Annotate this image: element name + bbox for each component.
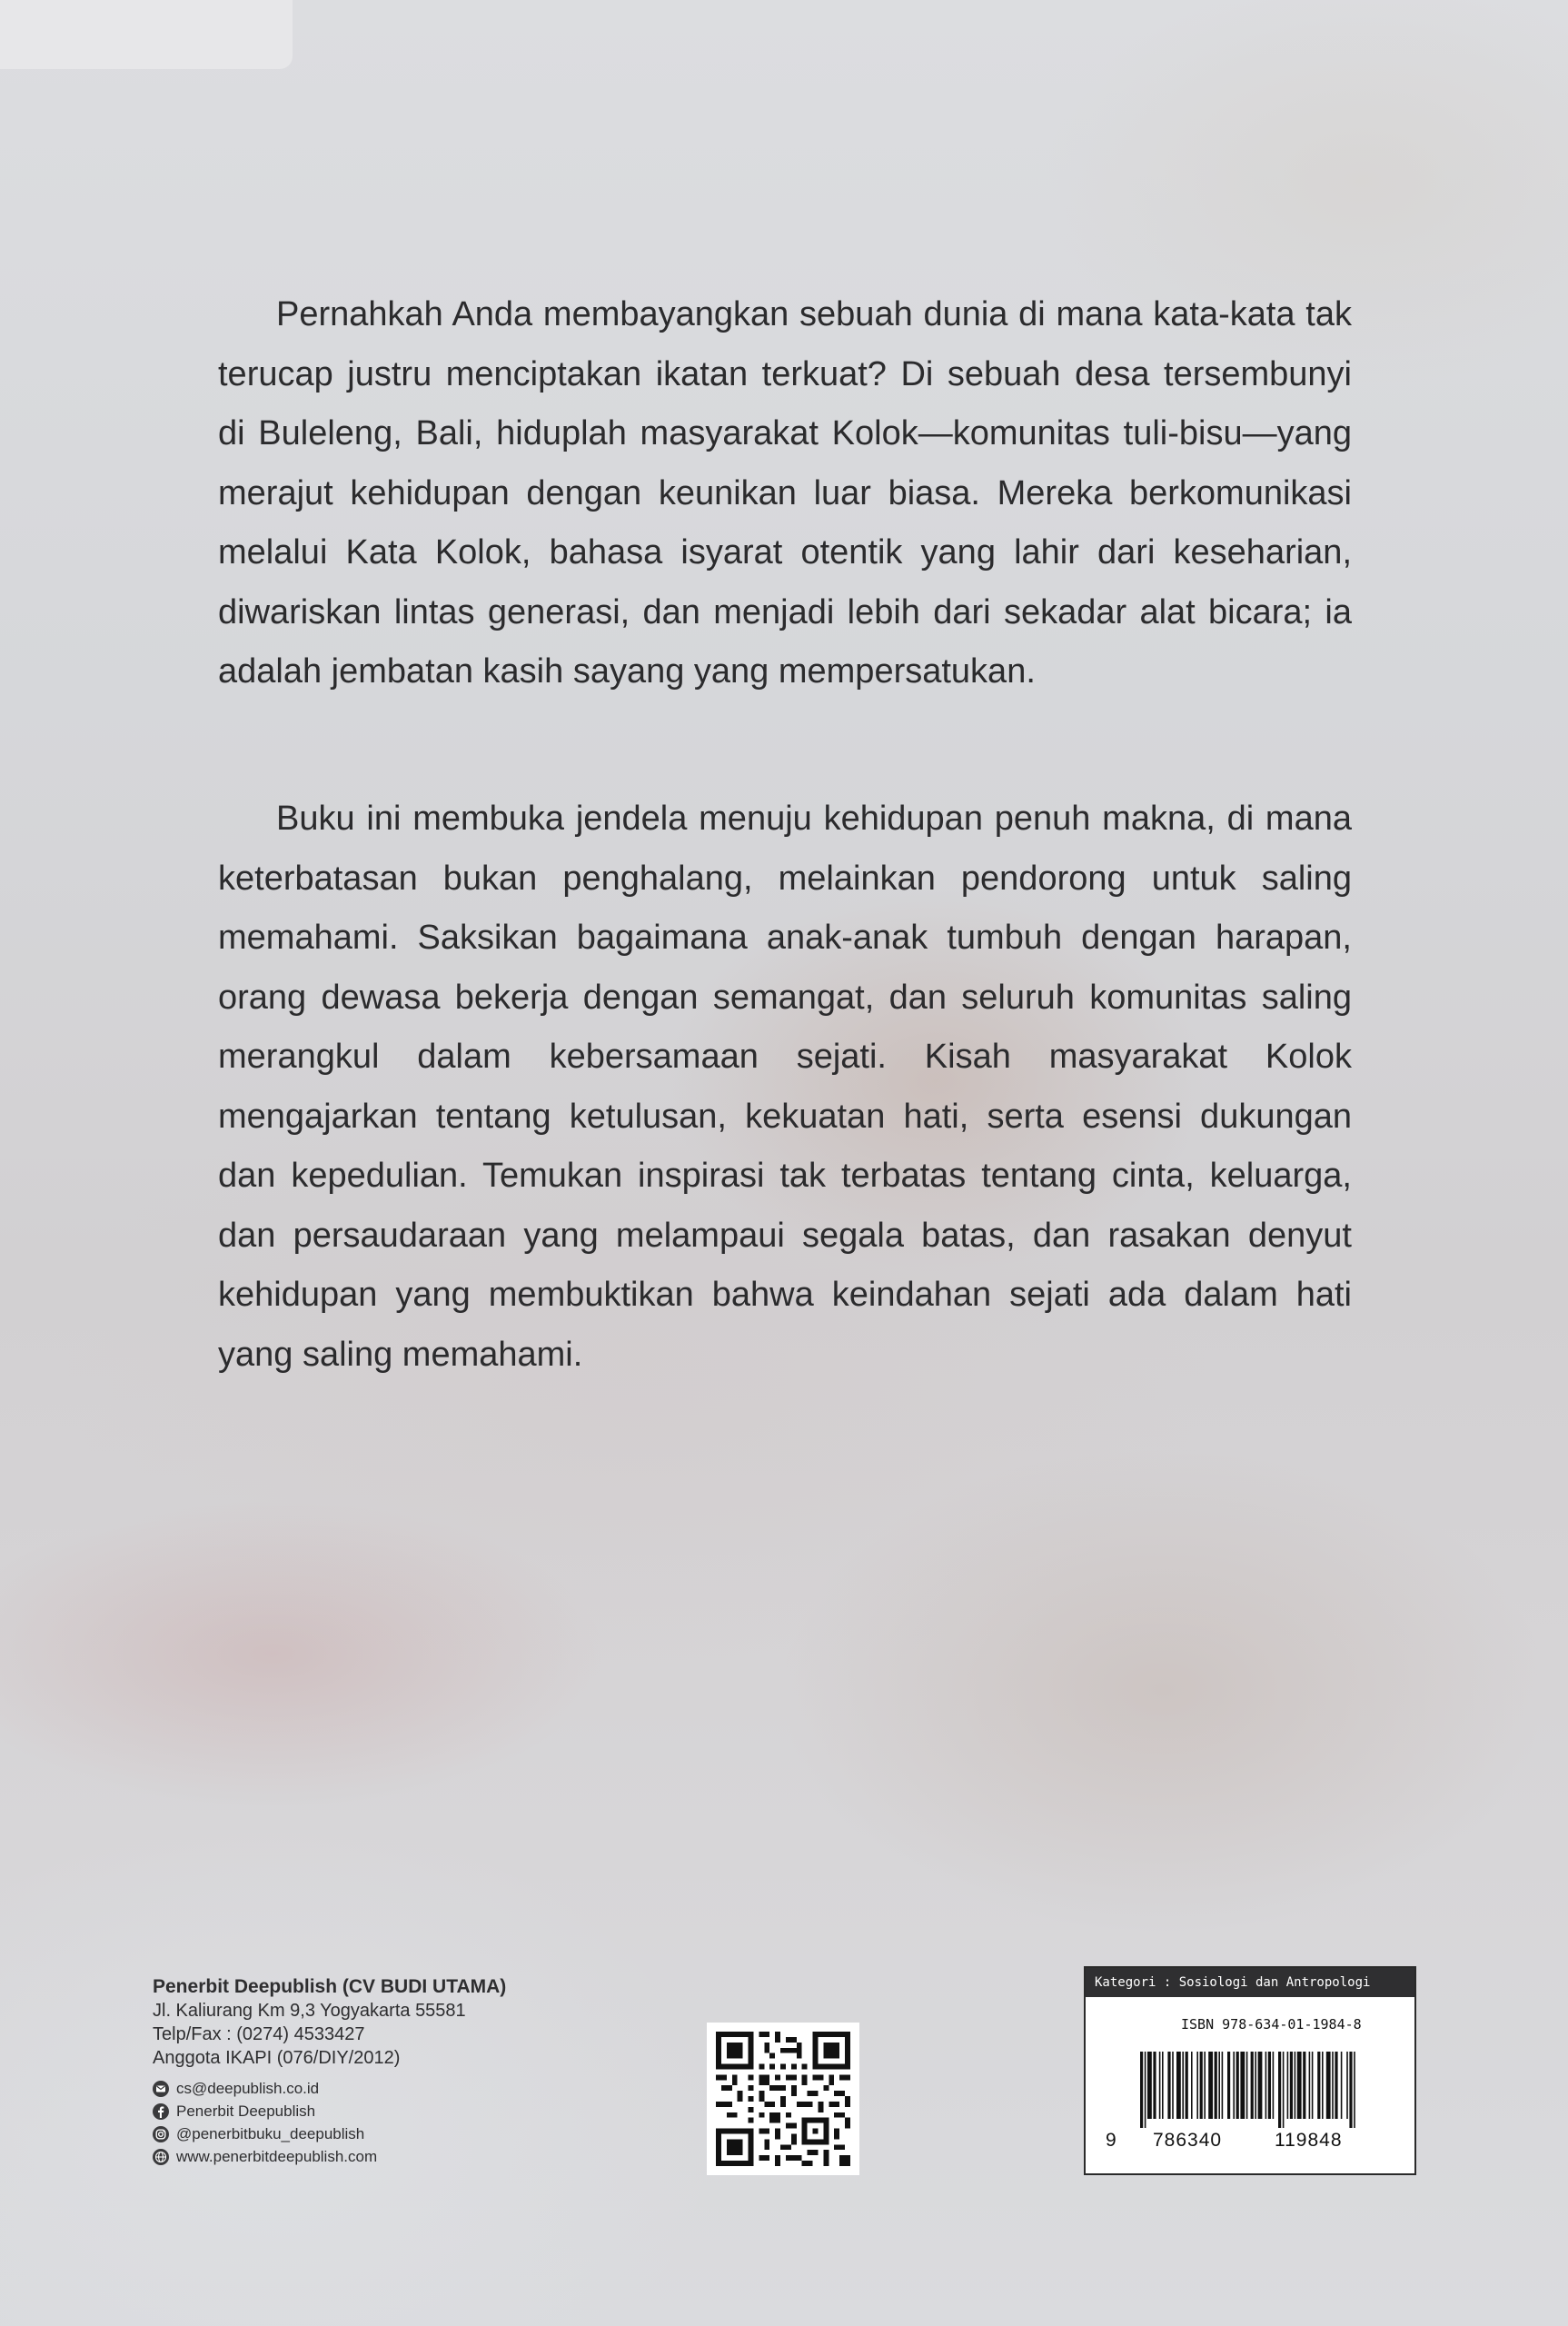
barcode-bar — [1218, 2052, 1220, 2119]
contact-website-text: www.penerbitdeepublish.com — [176, 2147, 378, 2165]
barcode-bar — [1335, 2052, 1337, 2119]
barcode-left-digits: 786340 — [1153, 2130, 1223, 2151]
barcode-bar — [1145, 2052, 1146, 2128]
barcode-bar — [1167, 2052, 1170, 2119]
contact-email-text: cs@deepublish.co.id — [176, 2079, 320, 2097]
barcode-bar — [1312, 2052, 1314, 2119]
barcode-bar — [1326, 2052, 1331, 2119]
barcode-bar — [1317, 2052, 1320, 2119]
barcode-bar — [1265, 2052, 1267, 2119]
qr-code — [707, 2023, 859, 2175]
barcode-bar — [1196, 2052, 1198, 2119]
publisher-name: Penerbit Deepublish (CV BUDI UTAMA) — [153, 1976, 507, 1997]
publisher-address: Jl. Kaliurang Km 9,3 Yogyakarta 55581 — [153, 2001, 466, 2021]
barcode-bar — [1176, 2052, 1181, 2119]
barcode-bar — [1349, 2052, 1352, 2128]
barcode-bar — [1341, 2052, 1343, 2119]
corner-tab — [0, 0, 293, 69]
barcode-bar — [1251, 2052, 1254, 2119]
barcode-bar — [1147, 2052, 1152, 2119]
barcode-bar — [1162, 2052, 1164, 2119]
isbn-number: ISBN 978-634-01-1984-8 — [1181, 2016, 1362, 2033]
instagram-icon — [153, 2126, 169, 2142]
barcode-bar — [1200, 2052, 1203, 2119]
barcode-bar — [1240, 2052, 1245, 2119]
barcode-bar — [1346, 2052, 1348, 2119]
barcode-bar — [1182, 2052, 1184, 2119]
barcode-first-digit: 9 — [1106, 2130, 1116, 2151]
barcode-bar — [1303, 2052, 1305, 2119]
facebook-icon — [153, 2103, 169, 2120]
barcode-bar — [1246, 2052, 1248, 2119]
barcode-bar — [1222, 2052, 1224, 2119]
blurb-paragraph-2: Buku ini membuka jendela menuju kehidupan penuh makna, di mana keterbatasan bukan penghalang, melainkan pendorong untuk saling memahami. Saksikan bagaimana anak-anak tumbuh dengan harapan, orang dewasa bekerja dengan semangat, dan seluruh komunitas saling merangkul dalam kebersamaan sejati. Kisah masyarakat Kolok mengajarkan tentang ketulusan, kekuatan hati, serta esensi dukungan dan kepedulian. Temukan inspirasi tak terbatas tentang cinta, keluarga, dan persaudaraan yang melampaui segala batas, dan rasakan denyut kehidupan yang membuktikan bahwa keindahan sejati ada dalam hati yang saling memahami. — [218, 800, 1352, 1374]
barcode-bar — [1287, 2052, 1289, 2119]
publisher-info — [153, 1975, 625, 2168]
barcode-bar — [1278, 2052, 1281, 2128]
barcode-bar — [1255, 2052, 1256, 2119]
barcode-bar — [1273, 2052, 1275, 2119]
barcode-bar — [1153, 2052, 1156, 2119]
barcode-bar — [1290, 2052, 1293, 2119]
barcode-bar — [1204, 2052, 1206, 2119]
publisher-membership: Anggota IKAPI (076/DIY/2012) — [153, 2048, 401, 2068]
barcode-bar — [1215, 2052, 1217, 2119]
barcode-bar — [1322, 2052, 1324, 2119]
contact-instagram-text: @penerbitbuku_deepublish — [176, 2124, 365, 2142]
globe-icon — [153, 2149, 169, 2165]
publisher-phone: Telp/Fax : (0274) 4533427 — [153, 2024, 365, 2044]
barcode-bar — [1297, 2052, 1302, 2119]
barcode-bar — [1309, 2052, 1311, 2119]
barcode-bar — [1258, 2052, 1263, 2119]
barcode-bar — [1140, 2052, 1143, 2128]
barcode-bar — [1208, 2052, 1213, 2119]
contact-website — [153, 2145, 625, 2168]
isbn-barcode-box — [1084, 1966, 1416, 2175]
barcode-bar — [1332, 2052, 1334, 2119]
barcode-bar — [1227, 2052, 1230, 2119]
contact-instagram — [153, 2122, 625, 2145]
barcode-bar — [1295, 2052, 1296, 2119]
barcode-right-digits: 119848 — [1275, 2130, 1343, 2151]
barcode-bar — [1191, 2052, 1193, 2119]
barcode-bar — [1172, 2052, 1174, 2119]
barcode-bar — [1283, 2052, 1285, 2128]
blurb-paragraph-1: Pernahkah Anda membayangkan sebuah dunia di mana kata-kata tak terucap justru menciptakan ikatan terkuat? Di sebuah desa tersembunyi di Buleleng, Bali, hiduplah masyarakat Kolok—komunitas tuli-bisu—yang merajut kehidupan dengan keunikan luar biasa. Mereka berkomunikasi melalui Kata Kolok, bahasa isyarat otentik yang lahir dari keseharian, diwariskan lintas generasi, dan menjadi lebih dari sekadar alat bicara; ia adalah jembatan kasih sayang yang mempersatukan. — [218, 295, 1352, 691]
barcode-bar — [1159, 2052, 1161, 2119]
contact-email — [153, 2077, 625, 2100]
barcode-bar — [1186, 2052, 1188, 2119]
barcode-bar — [1354, 2052, 1355, 2128]
barcode-bar — [1268, 2052, 1271, 2119]
barcode-bar — [1233, 2052, 1235, 2119]
email-icon — [153, 2081, 169, 2097]
contact-facebook — [153, 2100, 625, 2122]
category-label: Kategori : Sosiologi dan Antropologi — [1086, 1968, 1414, 1997]
barcode-bar — [1236, 2052, 1239, 2119]
qr-code-pattern — [716, 2032, 850, 2166]
barcode — [1140, 2052, 1358, 2128]
contact-facebook-text: Penerbit Deepublish — [176, 2102, 316, 2120]
